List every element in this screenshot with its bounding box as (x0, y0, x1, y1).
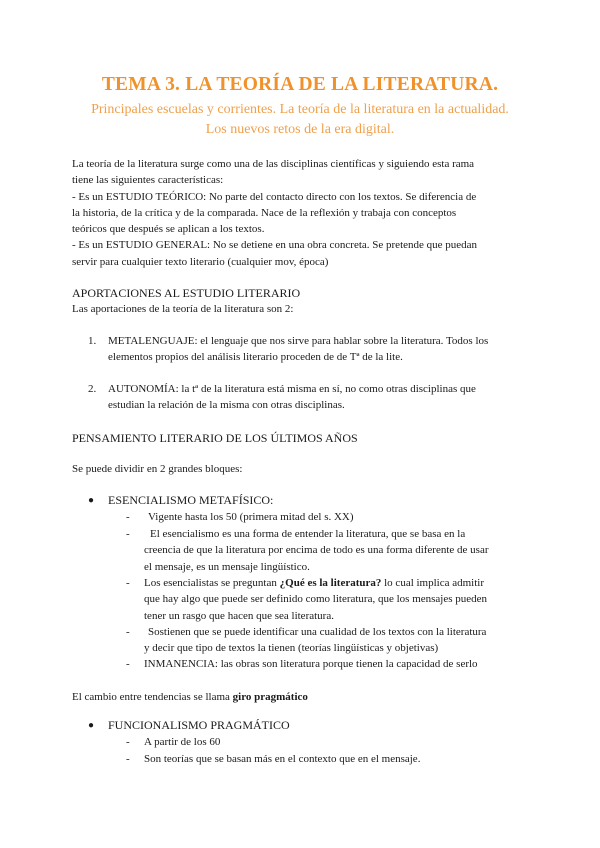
sub-item (144, 575, 528, 624)
list-number: 1. (88, 335, 97, 347)
item-line: elementos propios del análisis literario proceden de de Tª de la lite. (108, 351, 403, 364)
sub-item-line (144, 575, 528, 591)
dash-marker: - (126, 528, 130, 540)
dash-marker: - (126, 658, 130, 670)
sub-item-line: creencia de que la literatura por encima de todo es una forma diferente de usar (144, 544, 489, 557)
dash-marker: - (126, 753, 130, 765)
intro-line: - Es un ESTUDIO GENERAL: No se detiene en una obra concreta. Se pretende que puedan (72, 239, 478, 252)
sub-item: Son teorías que se basan más en el contexto que en el mensaje. (144, 753, 421, 765)
intro-line: - Es un ESTUDIO TEÓRICO: No parte del contacto directo con los textos. Se diferencia de (72, 190, 477, 203)
sub-item (144, 624, 528, 657)
sub-item (144, 526, 528, 575)
item-line: estudian la relación de la misma con otras disciplinas. (108, 399, 345, 412)
sub-item: A partir de los 60 (144, 736, 221, 748)
giro-paragraph (72, 689, 528, 705)
text-run: lo cual implica admitir (381, 577, 485, 589)
subtitle-line-1: Principales escuelas y corrientes. La teoría de la literatura en la actualidad. (91, 102, 509, 117)
document-title: TEMA 3. LA TEORÍA DE LA LITERATURA. (101, 74, 499, 95)
sub-item-line: el mensaje, es un mensaje lingüístico. (144, 560, 310, 573)
item-line: AUTONOMÍA: la tª de la literatura está misma en sí, no como otras disciplinas que (108, 383, 476, 395)
document-subtitle (0, 100, 600, 140)
dash-marker: - (126, 626, 130, 638)
bullet-esencialismo: ESENCIALISMO METAFÍSICO: (108, 493, 274, 507)
intro-line: tiene las siguientes características: (72, 174, 224, 187)
numbered-item-autonomia (108, 381, 528, 414)
intro-line: teóricos que después se aplican a los textos. (72, 223, 265, 236)
bullet-icon: ● (88, 720, 95, 731)
pensamiento-heading: PENSAMIENTO LITERARIO DE LOS ÚLTIMOS AÑOS (72, 431, 358, 445)
list-number: 2. (88, 383, 97, 395)
sub-item-line: Sostienen que se puede identificar una cualidad de los textos con la literatura (148, 626, 487, 638)
aportaciones-heading: APORTACIONES AL ESTUDIO LITERARIO (72, 286, 301, 300)
text-run: El cambio entre tendencias se llama (72, 691, 233, 703)
bold-question: ¿Qué es la literatura? (279, 577, 382, 589)
sub-item-line: y decir que tipo de textos la tienen (teorías lingüísticas y objetivas) (144, 642, 439, 655)
bullet-icon: ● (88, 495, 95, 506)
bold-term: giro pragmático (232, 691, 308, 703)
text-run: Los esencialistas se preguntan (144, 577, 280, 589)
item-line: METALENGUAJE: el lenguaje que nos sirve para hablar sobre la literatura. Todos los (108, 335, 489, 347)
dash-marker: - (126, 577, 130, 589)
dash-marker: - (126, 511, 130, 523)
sub-item: INMANENCIA: las obras son literatura porque tienen la capacidad de serlo (144, 658, 478, 670)
sub-item-line: que hay algo que puede ser definido como literatura, que los mensajes pueden (144, 593, 488, 606)
intro-line: la historia, de la crítica y de la comparada. Nace de la reflexión y trabaja con conceptos (72, 206, 457, 219)
aportaciones-lead: Las aportaciones de la teoría de la literatura son 2: (72, 303, 294, 315)
dash-marker: - (126, 736, 130, 748)
pensamiento-lead: Se puede dividir en 2 grandes bloques: (72, 463, 243, 475)
numbered-item-metalenguaje (108, 333, 528, 366)
subtitle-line-2: Los nuevos retos de la era digital. (205, 122, 395, 137)
intro-line: La teoría de la literatura surge como una de las disciplinas científicas y siguiendo esta rama (72, 158, 475, 170)
bullet-funcionalismo: FUNCIONALISMO PRAGMÁTICO (108, 718, 290, 732)
sub-item-line: El esencialismo es una forma de entender la literatura, que se basa en la (150, 528, 466, 540)
intro-line: servir para cualquier texto literario (cualquier mov, época) (72, 255, 329, 268)
sub-item: Vigente hasta los 50 (primera mitad del s. XX) (148, 511, 354, 523)
intro-paragraph (72, 156, 528, 270)
sub-item-line: tener un rasgo que hacen que sea literatura. (144, 609, 334, 622)
